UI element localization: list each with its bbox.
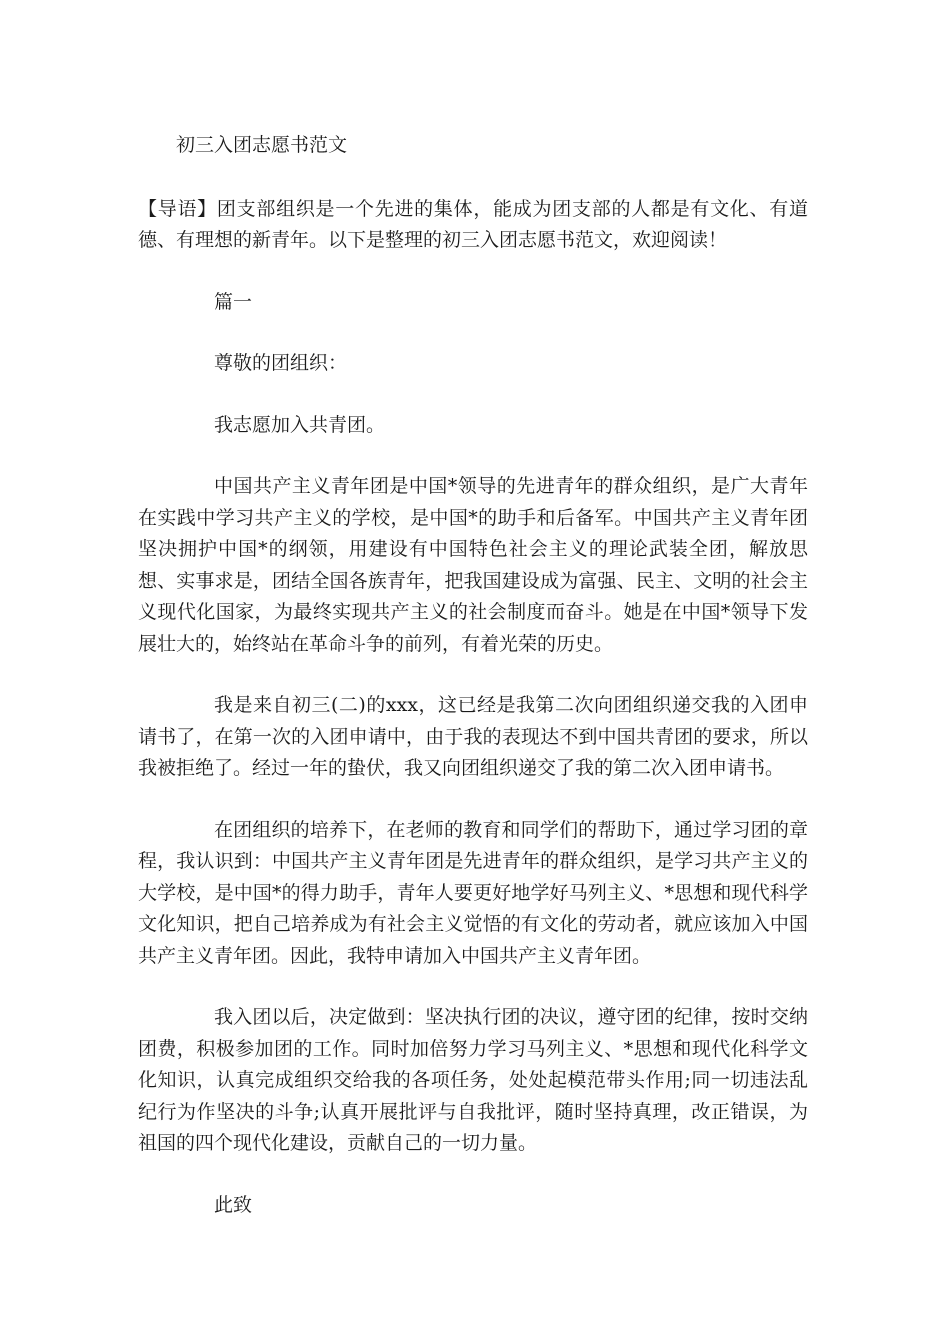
body-paragraph: 在团组织的培养下，在老师的教育和同学们的帮助下，通过学习团的章程，我认识到：中国共产主义青年团是先进青年的群众组织，是学习共产主义的大学校，是中国*的得力助手，青年人要更好地学好马列主义、*思想和现代科学文化知识，把自己培养成为有社会主义觉悟的有文化的劳动者，就应该加入中国共产主义青年团。因此，我特申请加入中国共产主义青年团。 [138, 818, 808, 967]
document-body [138, 130, 808, 1251]
salutation: 尊敬的团组织： [214, 352, 348, 374]
body-paragraph: 我是来自初三(二)的xxx，这已经是我第二次向团组织递交我的入团申请书了，在第一次的入团申请中，由于我的表现达不到中国共青团的要求，所以我被拒绝了。经过一年的蛰伏，我又向团组织递交了我的第二次入团申请书。 [138, 694, 808, 779]
section-heading: 篇一 [214, 290, 253, 313]
body-paragraph: 我入团以后，决定做到：坚决执行团的决议，遵守团的纪律，按时交纳团费，积极参加团的工作。同时加倍努力学习马列主义、*思想和现代化科学文化知识，认真完成组织交给我的各项任务，处处起模范带头作用;同一切违法乱纪行为作坚决的斗争;认真开展批评与自我批评，随时坚持真理，改正错误，为祖国的四个现代化建设，贡献自己的一切力量。 [138, 1006, 808, 1154]
intro-paragraph: 【导语】团支部组织是一个先进的集体，能成为团支部的人都是有文化、有道德、有理想的新青年。以下是整理的初三入团志愿书范文，欢迎阅读！ [138, 197, 808, 251]
body-paragraph: 中国共产主义青年团是中国*领导的先进青年的群众组织，是广大青年在实践中学习共产主义的学校，是中国*的助手和后备军。中国共产主义青年团坚决拥护中国*的纲领，用建设有中国特色社会主义的理论武装全团，解放思想、实事求是，团结全国各族青年，把我国建设成为富强、民主、文明的社会主义现代化国家，为最终实现共产主义的社会制度而奋斗。她是在中国*领导下发展壮大的，始终站在革命斗争的前列，有着光荣的历史。 [138, 475, 808, 655]
document-title: 初三入团志愿书范文 [176, 134, 348, 156]
closing: 此致 [214, 1193, 253, 1216]
body-paragraph: 我志愿加入共青团。 [214, 413, 386, 436]
